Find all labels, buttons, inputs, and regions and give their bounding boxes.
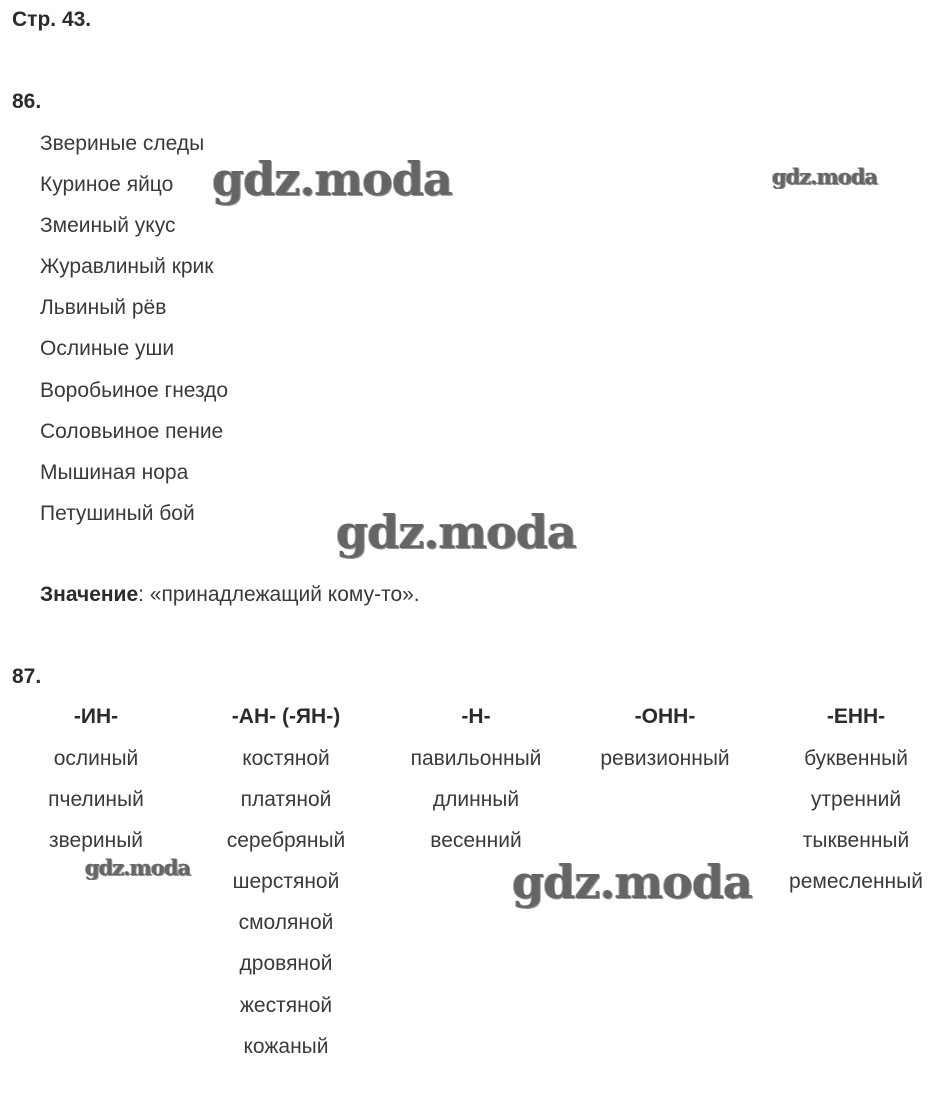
watermark: gdz.moda bbox=[512, 855, 752, 909]
suffix-header: -ИН- bbox=[73, 705, 119, 728]
suffix-header: -Н- bbox=[461, 705, 491, 728]
watermark: gdz.moda bbox=[336, 505, 576, 559]
exercise-86-number: 86. bbox=[12, 90, 42, 113]
phrase-item: Петушиный бой bbox=[40, 501, 195, 525]
meaning-label: Значение bbox=[40, 583, 139, 606]
phrase-item: Воробьиное гнездо bbox=[40, 378, 229, 402]
suffix-word: ревизионный bbox=[600, 747, 730, 770]
suffix-word: дровяной bbox=[239, 952, 333, 976]
suffix-column-n bbox=[376, 703, 576, 868]
phrase-item: Ослиные уши bbox=[40, 337, 175, 361]
suffix-word: весенний bbox=[430, 829, 522, 853]
phrase-item: Соловьиное пение bbox=[40, 419, 224, 443]
suffix-word: костяной bbox=[242, 747, 330, 770]
suffix-word: пчелиный bbox=[48, 788, 144, 812]
suffix-header: -АН- (-ЯН-) bbox=[231, 705, 341, 728]
phrase-item: Змеиный укус bbox=[40, 214, 176, 238]
suffix-header: -ОНН- bbox=[634, 705, 696, 728]
suffix-column-enn bbox=[756, 703, 941, 909]
phrase-item: Журавлиный крик bbox=[40, 255, 214, 279]
meaning-text: : «принадлежащий кому-то». bbox=[138, 583, 420, 606]
suffix-word: буквенный bbox=[804, 747, 908, 770]
suffix-column-in bbox=[0, 703, 196, 868]
suffix-word: длинный bbox=[432, 788, 520, 812]
suffix-word: ремесленный bbox=[789, 870, 923, 894]
suffix-column-an bbox=[186, 703, 386, 1074]
suffix-column-onn bbox=[565, 703, 765, 786]
watermark: gdz.moda bbox=[772, 164, 878, 189]
meaning-line bbox=[40, 583, 420, 607]
suffix-word: платяной bbox=[240, 788, 332, 812]
suffix-word: звериный bbox=[48, 829, 144, 853]
suffix-word: ослиный bbox=[53, 747, 139, 770]
phrase-item: Звериные следы bbox=[40, 132, 205, 155]
exercise-87-number: 87. bbox=[12, 665, 42, 688]
phrase-item: Львиный рёв bbox=[40, 296, 167, 320]
exercise-86-phrase-list bbox=[40, 130, 228, 541]
suffix-header: -ЕНН- bbox=[826, 705, 886, 728]
suffix-word: серебряный bbox=[226, 829, 346, 853]
suffix-word: шерстяной bbox=[232, 870, 340, 894]
suffix-word: тыквенный bbox=[802, 829, 910, 853]
suffix-word: кожаный bbox=[243, 1034, 329, 1058]
suffix-word: жестяной bbox=[239, 993, 333, 1017]
suffix-word: утренний bbox=[810, 788, 902, 812]
watermark: gdz.moda bbox=[212, 152, 452, 206]
phrase-item: Мышиная нора bbox=[40, 460, 189, 484]
suffix-word: павильонный bbox=[410, 747, 542, 770]
phrase-item: Куриное яйцо bbox=[40, 173, 174, 197]
suffix-word: смоляной bbox=[238, 911, 334, 935]
watermark: gdz.moda bbox=[85, 855, 191, 880]
page-label: Стр. 43. bbox=[12, 8, 92, 31]
